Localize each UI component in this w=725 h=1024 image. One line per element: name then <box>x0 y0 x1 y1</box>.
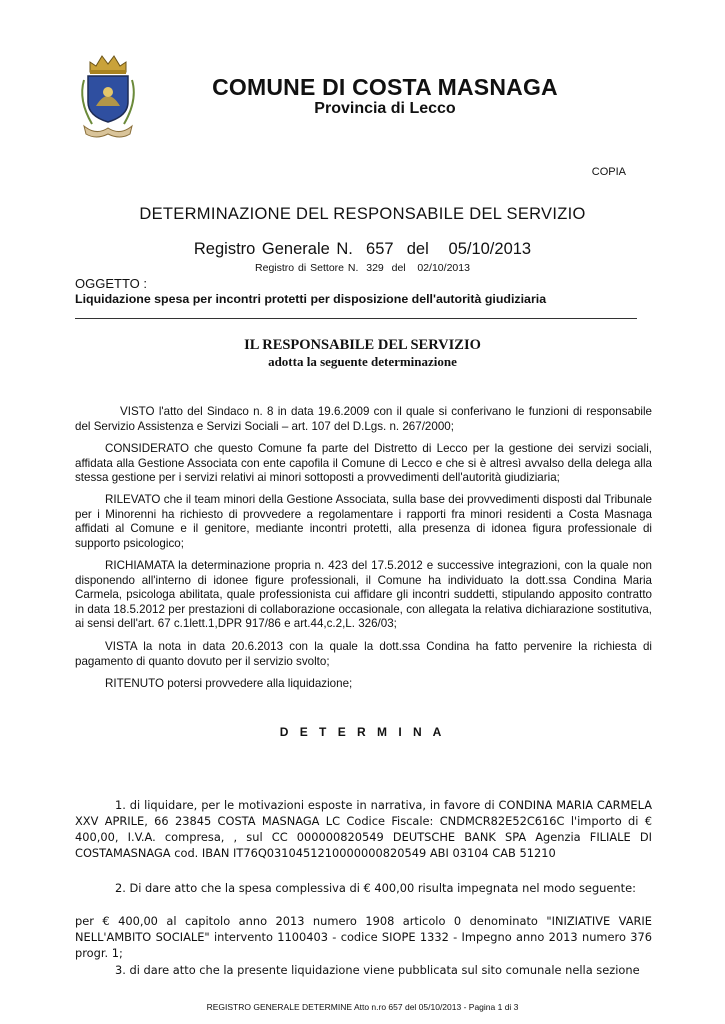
premise-richiamata: RICHIAMATA la determinazione propria n. 423 del 17.5.2012 e successive integrazioni, con la quale non disponendo all'interno di idonee figure professionali, il Comune ha individuato la dott.ssa Condina Maria Carmela, psicologa abilitata, quale professionista cui affidare gli incontri suddetti, stipulando apposito contratto in data 18.5.2012 per prestazioni di collaborazione occasionale, con allegata la relativa dichiarazione sostitutiva, ai sensi dell'art. 67 c.1lett.1,DPR 917/86 e art.44,c.2,L. 326/03; <box>75 559 652 630</box>
province-subtitle: Provincia di Lecco <box>314 100 456 117</box>
item-2-expense: 2. Di dare atto che la spesa complessiva di € 400,00 risulta impegnata nel modo seguente: <box>115 881 636 895</box>
determina-heading: D E T E R M I N A <box>279 725 446 739</box>
item-3-publication: 3. di dare atto che la presente liquidazione viene pubblicata sul sito comunale nella sezione <box>115 963 640 977</box>
premise-ritenuto: RITENUTO potersi provvedere alla liquidazione; <box>105 677 353 690</box>
separator-line <box>75 318 637 319</box>
subject-label: OGGETTO : <box>75 276 147 291</box>
subject-text: Liquidazione spesa per incontri protetti per disposizione dell'autorità giudiziaria <box>75 292 547 306</box>
responsible-heading: IL RESPONSABILE DEL SERVIZIO <box>244 337 481 353</box>
determination-title: DETERMINAZIONE DEL RESPONSABILE DEL SERVIZIO <box>139 205 586 223</box>
premise-visto: VISTO l'atto del Sindaco n. 8 in data 19.6.2009 con il quale si conferivano le funzioni di responsabile del Servizio Assistenza e Servizi Sociali – art. 107 del D.Lgs. n. 267/2000; <box>75 405 652 433</box>
municipality-title: COMUNE DI COSTA MASNAGA <box>212 74 558 100</box>
item-1-liquidation: 1. di liquidare, per le motivazioni esposte in narrativa, in favore di CONDINA MARIA CARMELA XXV APRILE, 66 23845 COSTA MASNAGA LC Codice Fiscale: CNDMCR82E52C616C l'importo di € 400,00, I.V.A. compresa, , sul CC 000000820549 DEUTSCHE BANK SPA Agenzia FILIALE DI COSTAMASNAGA cod. IBAN IT76Q0310451210000000820549 ABI 03104 CAB 51210 <box>75 798 652 860</box>
responsible-subheading: adotta la seguente determinazione <box>268 354 457 369</box>
general-register-number: Registro Generale N. 657 del 05/10/2013 <box>193 240 532 258</box>
page-footer: REGISTRO GENERALE DETERMINE Atto n.ro 657 del 05/10/2013 - Pagina 1 di 3 <box>206 1002 519 1012</box>
premise-considerato: CONSIDERATO che questo Comune fa parte del Distretto di Lecco per la gestione dei servizi sociali, affidata alla Gestione Associata con ente capofila il Comune di Lecco e che si è altresì avvalso della delega alla stessa gestione per i servizi relativi ai minori sottoposti a provvedimenti dell'autorità giudiziaria; <box>75 442 652 484</box>
copy-label: COPIA <box>591 166 626 178</box>
premise-rilevato: RILEVATO che il team minori della Gestione Associata, sulla base dei provvedimenti disposti dal Tribunale per i Minorenni ha richiesto di provvedere a regolamentare i rapporti fra minori residenti a Costa Masnaga affidati al Comune e il genitore, mediante incontri protetti, alla presenza di idonea figura professionale di supporto psicologico; <box>75 493 652 550</box>
sector-register-number: Registro di Settore N. 329 del 02/10/2013 <box>255 262 470 274</box>
premise-vista: VISTA la nota in data 20.6.2013 con la quale la dott.ssa Condina ha fatto pervenire la richiesta di pagamento di quanto dovuto per il servizio svolto; <box>75 640 652 668</box>
item-2-detail: per € 400,00 al capitolo anno 2013 numero 1908 articolo 0 denominato "INIZIATIVE VARIE NELL'AMBITO SOCIALE" intervento 1100403 - codice SIOPE 1332 - Impegno anno 2013 numero 376 progr. 1; <box>75 914 652 960</box>
municipal-coat-of-arms-icon <box>74 50 142 142</box>
